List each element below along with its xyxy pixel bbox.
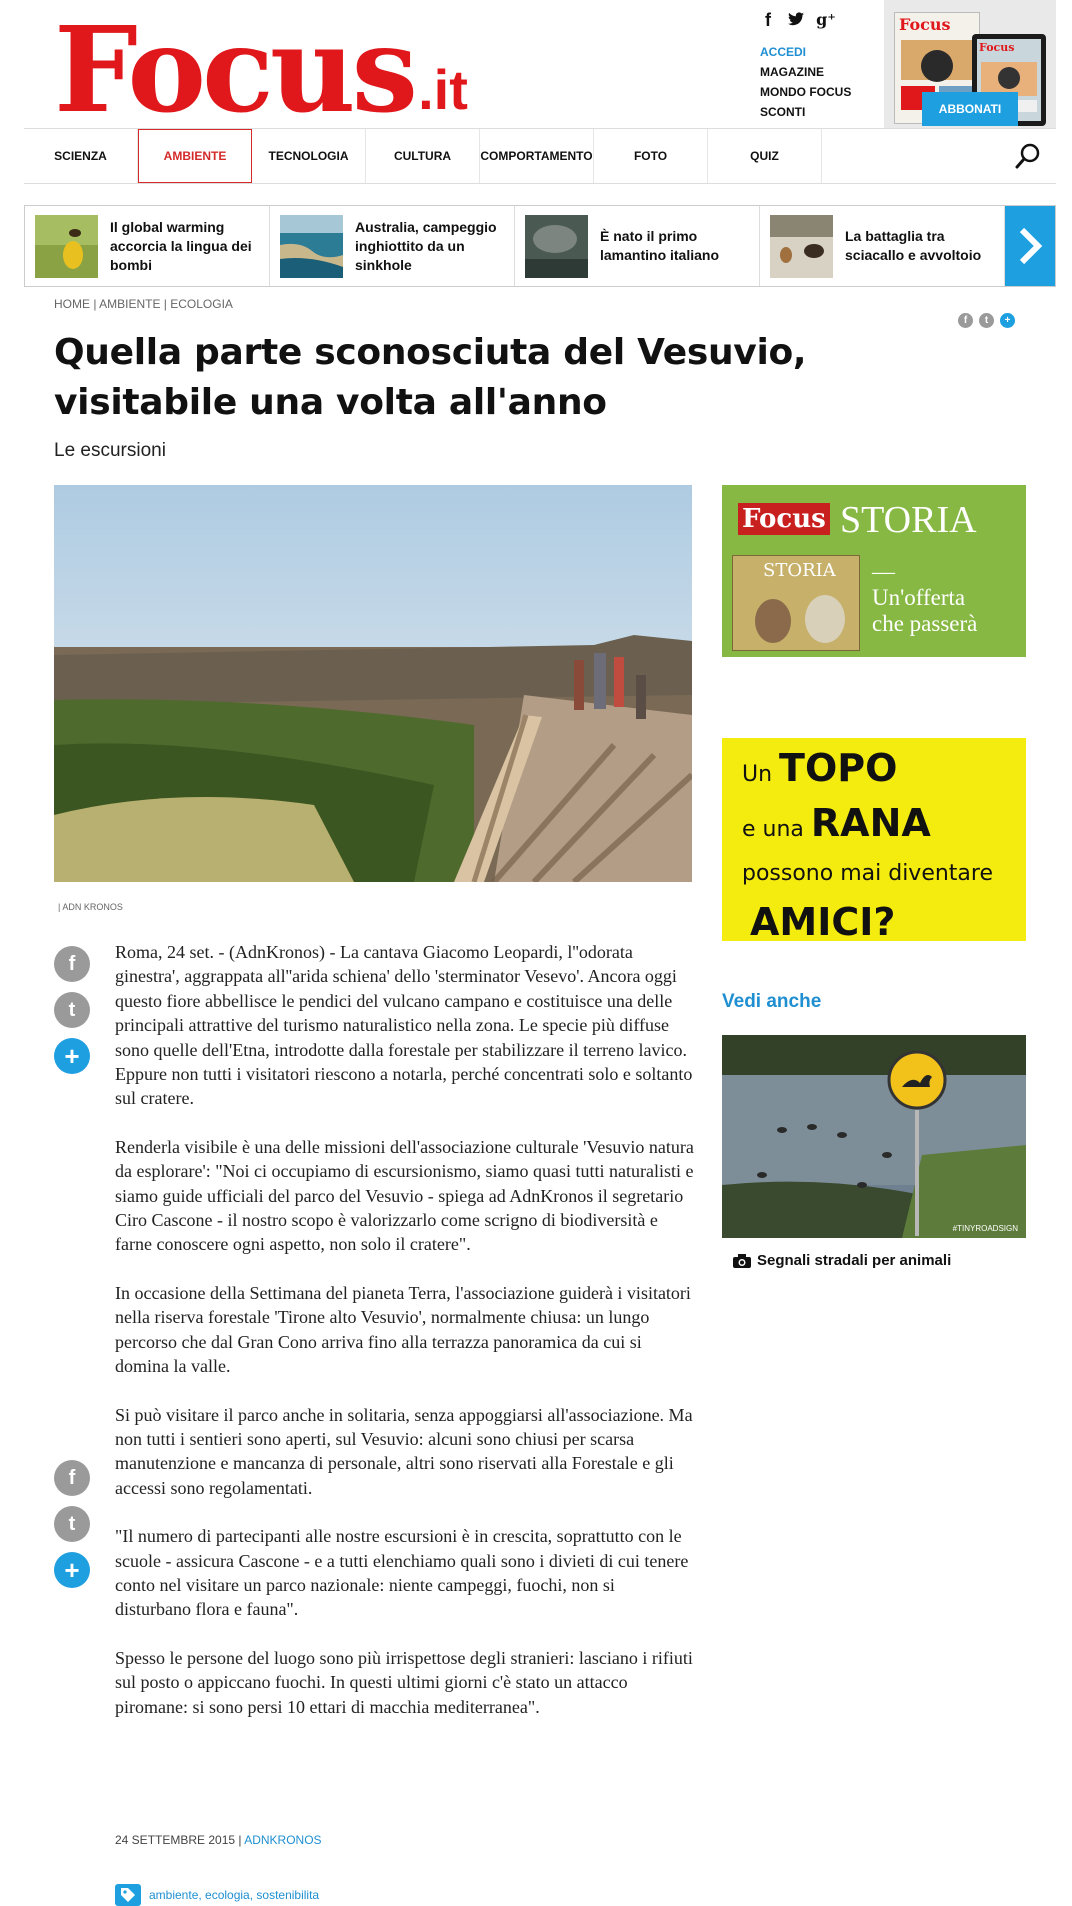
twitter-icon[interactable]: t bbox=[54, 992, 90, 1028]
image-watermark: #TINYROADSIGN bbox=[952, 1224, 1018, 1233]
page-subtitle: Le escursioni bbox=[54, 440, 166, 461]
see-also-heading: Vedi anche bbox=[722, 991, 822, 1012]
carousel-item-title: Il global warming accorcia la lingua dei bombi bbox=[110, 218, 252, 273]
ad-cover-art bbox=[733, 585, 861, 651]
article-meta bbox=[115, 1833, 322, 1847]
article-paragraph: Spesso le persone del luogo sono più irrispettose degli stranieri: lasciano i rifiuti sul posto o appiccano fuochi. In questi ultimi giorni c'è stato un attacco piromane: si sono persi 10 ettari di macchia mediterranea". bbox=[115, 1647, 693, 1717]
article-hero-image bbox=[54, 485, 692, 882]
carousel-thumb bbox=[280, 215, 343, 278]
carousel-thumb bbox=[525, 215, 588, 278]
focus-storia-ad[interactable] bbox=[722, 485, 1026, 657]
facebook-icon[interactable]: f bbox=[54, 946, 90, 982]
magazine-link[interactable]: MAGAZINE bbox=[760, 65, 824, 79]
carousel-item[interactable] bbox=[760, 206, 1005, 286]
twitter-icon[interactable] bbox=[788, 10, 804, 31]
search-icon bbox=[1014, 142, 1042, 170]
nav-item-cultura[interactable]: CULTURA bbox=[366, 129, 480, 183]
ad-cover bbox=[732, 555, 860, 651]
page-title: Quella parte sconosciuta del Vesuvio, visitabile una volta all'anno bbox=[54, 332, 807, 423]
main-nav bbox=[24, 128, 1056, 184]
focus-logo[interactable] bbox=[54, 0, 468, 139]
breadcrumb[interactable]: HOME | AMBIENTE | ECOLOGIA bbox=[54, 297, 233, 311]
nav-item-tecnologia[interactable]: TECNOLOGIA bbox=[252, 129, 366, 183]
article-paragraph: Si può visitare il parco anche in solitaria, senza appoggiarsi all'associazione. Ma non tutti i sentieri sono aperti, sul Vesuvio: alcuni sono chiusi per scarsa manutenzione e mancanza di personale, altri sono riservati alla Forestale e gli accessi sono regolamentati. bbox=[115, 1404, 693, 1498]
related-carousel bbox=[24, 205, 1056, 287]
ad-line: possono mai diventare bbox=[742, 861, 994, 886]
carousel-item[interactable] bbox=[25, 206, 270, 286]
ad-title: STORIA bbox=[840, 499, 977, 541]
nav-item-scienza[interactable]: SCIENZA bbox=[24, 129, 138, 183]
article-body bbox=[115, 940, 695, 1743]
logo-suffix: .it bbox=[418, 58, 468, 121]
nav-item-quiz[interactable]: QUIZ bbox=[708, 129, 822, 183]
article-paragraph: Renderla visibile è una delle missioni dell'associazione culturale 'Vesuvio natura da esplorare': "Noi ci occupiamo di escursionismo, siamo quasi tutti naturalisti e siamo guide ufficiali del parco del Vesuvio - spiega ad AdnKronos il segretario Ciro Cascone - il nostro scopo è valorizzarlo come scrigno di biodiversità e farne conoscere ogni aspetto, non solo il cratere". bbox=[115, 1136, 694, 1255]
carousel-next-button[interactable] bbox=[1005, 206, 1055, 286]
facebook-icon[interactable]: f bbox=[765, 10, 771, 30]
ad-offer-text bbox=[872, 559, 977, 637]
carousel-item-title: È nato il primo lamantino italiano bbox=[600, 228, 720, 263]
nav-item-ambiente[interactable]: AMBIENTE bbox=[138, 129, 252, 183]
login-link[interactable]: ACCEDI bbox=[760, 45, 807, 59]
ad-offer-line: Un'offerta bbox=[872, 585, 966, 610]
ad-offer-line: che passerà bbox=[872, 611, 978, 636]
plus-icon[interactable]: + bbox=[54, 1038, 90, 1074]
sconti-link[interactable]: SCONTI bbox=[760, 105, 806, 119]
article-source-link[interactable]: ADNKRONOS bbox=[244, 1833, 322, 1847]
ad-word-bold: RANA bbox=[810, 801, 931, 845]
mondo-focus-link[interactable]: MONDO FOCUS bbox=[760, 85, 852, 99]
carousel-thumb bbox=[770, 215, 833, 278]
camera-icon bbox=[733, 1254, 751, 1268]
ad-line bbox=[742, 744, 1006, 799]
ad-word: e una bbox=[742, 817, 804, 842]
site-header bbox=[0, 0, 1072, 139]
logo-text: Focus bbox=[54, 0, 415, 139]
nav-item-comportamento[interactable]: COMPORTAMENTO bbox=[480, 129, 594, 183]
ad-offer-dash: — bbox=[872, 559, 895, 584]
article-paragraph: "Il numero di partecipanti alle nostre escursioni è in crescita, soprattutto con le scuole - assicura Cascone - e a tutti elenchiamo quali sono i divieti di cui tenere conto nel visitare un parco nazionale: niente campeggi, fuochi, non si disturbano flora e fauna". bbox=[115, 1526, 689, 1620]
see-also-caption[interactable] bbox=[733, 1252, 951, 1269]
vertical-share-top bbox=[54, 946, 90, 1074]
article-tags bbox=[115, 1884, 319, 1906]
search-button[interactable] bbox=[1000, 129, 1056, 183]
ad-word-bold: TOPO bbox=[779, 746, 898, 790]
carousel-item-title: Australia, campeggio inghiottito da un sinkhole bbox=[355, 218, 497, 273]
ad-cover-title: STORIA bbox=[763, 560, 836, 581]
article-paragraph: Roma, 24 set. - (AdnKronos) - La cantava Giacomo Leopardi, l''odorata ginestra', aggrappata all''arida schiena' dello 'sterminator Vesevo'. Ancora oggi questo fiore abbellisce le pendici del vulcano campano e costituisce una delle principali attrattive del turismo naturalistico nella zona. Le specie più diffuse sono quelle dell'Etna, introdotte dalla forestale per stabilizzare il terreno lavico. Eppure non tutti i visitatori riescono a notarla, perché concentrati solo e soltanto sul cratere. bbox=[115, 942, 693, 1109]
article-date: 24 SETTEMBRE 2015 bbox=[115, 1833, 236, 1847]
tag-icon bbox=[115, 1884, 141, 1906]
article-paragraph: In occasione della Settimana del pianeta Terra, l'associazione guiderà i visitatori nella riserva forestale 'Tirone alto Vesuvio', normalmente chiusa: un lungo percorso che dal Gran Cono arriva fino alla terrazza panoramica da cui si domina la valle. bbox=[115, 1282, 691, 1377]
google-plus-icon[interactable]: g⁺ bbox=[816, 10, 836, 29]
twitter-icon[interactable]: t bbox=[54, 1506, 90, 1542]
share-small bbox=[958, 313, 1015, 328]
see-also-image[interactable] bbox=[722, 1035, 1026, 1238]
carousel-item[interactable] bbox=[515, 206, 760, 286]
chevron-right-icon bbox=[1017, 226, 1043, 266]
header-social bbox=[760, 10, 836, 31]
ad-brand: Focus bbox=[738, 503, 830, 535]
image-credit: | ADN KRONOS bbox=[58, 902, 123, 912]
vertical-share-bottom bbox=[54, 1460, 90, 1588]
ad-line-big: AMICI? bbox=[750, 900, 896, 944]
plus-icon[interactable]: + bbox=[54, 1552, 90, 1588]
carousel-thumb bbox=[35, 215, 98, 278]
tag-list[interactable]: ambiente, ecologia, sostenibilita bbox=[149, 1888, 320, 1902]
facebook-icon[interactable]: f bbox=[958, 313, 973, 328]
ad-word: Un bbox=[742, 762, 773, 787]
subscribe-button[interactable]: ABBONATI bbox=[922, 92, 1018, 126]
magazine-cover-title: Focus bbox=[899, 15, 951, 34]
nav-item-foto[interactable]: FOTO bbox=[594, 129, 708, 183]
tablet-cover-title: Focus bbox=[979, 41, 1015, 54]
meta-separator: | bbox=[235, 1833, 245, 1847]
plus-icon[interactable]: + bbox=[1000, 313, 1015, 328]
twitter-icon[interactable]: t bbox=[979, 313, 994, 328]
see-also-title: Segnali stradali per animali bbox=[757, 1252, 952, 1269]
carousel-item[interactable] bbox=[270, 206, 515, 286]
quiz-ad[interactable] bbox=[722, 738, 1026, 944]
ad-line bbox=[742, 799, 1006, 854]
facebook-icon[interactable]: f bbox=[54, 1460, 90, 1496]
header-links bbox=[760, 42, 851, 122]
carousel-item-title: La battaglia tra sciacallo e avvoltoio bbox=[845, 228, 982, 263]
